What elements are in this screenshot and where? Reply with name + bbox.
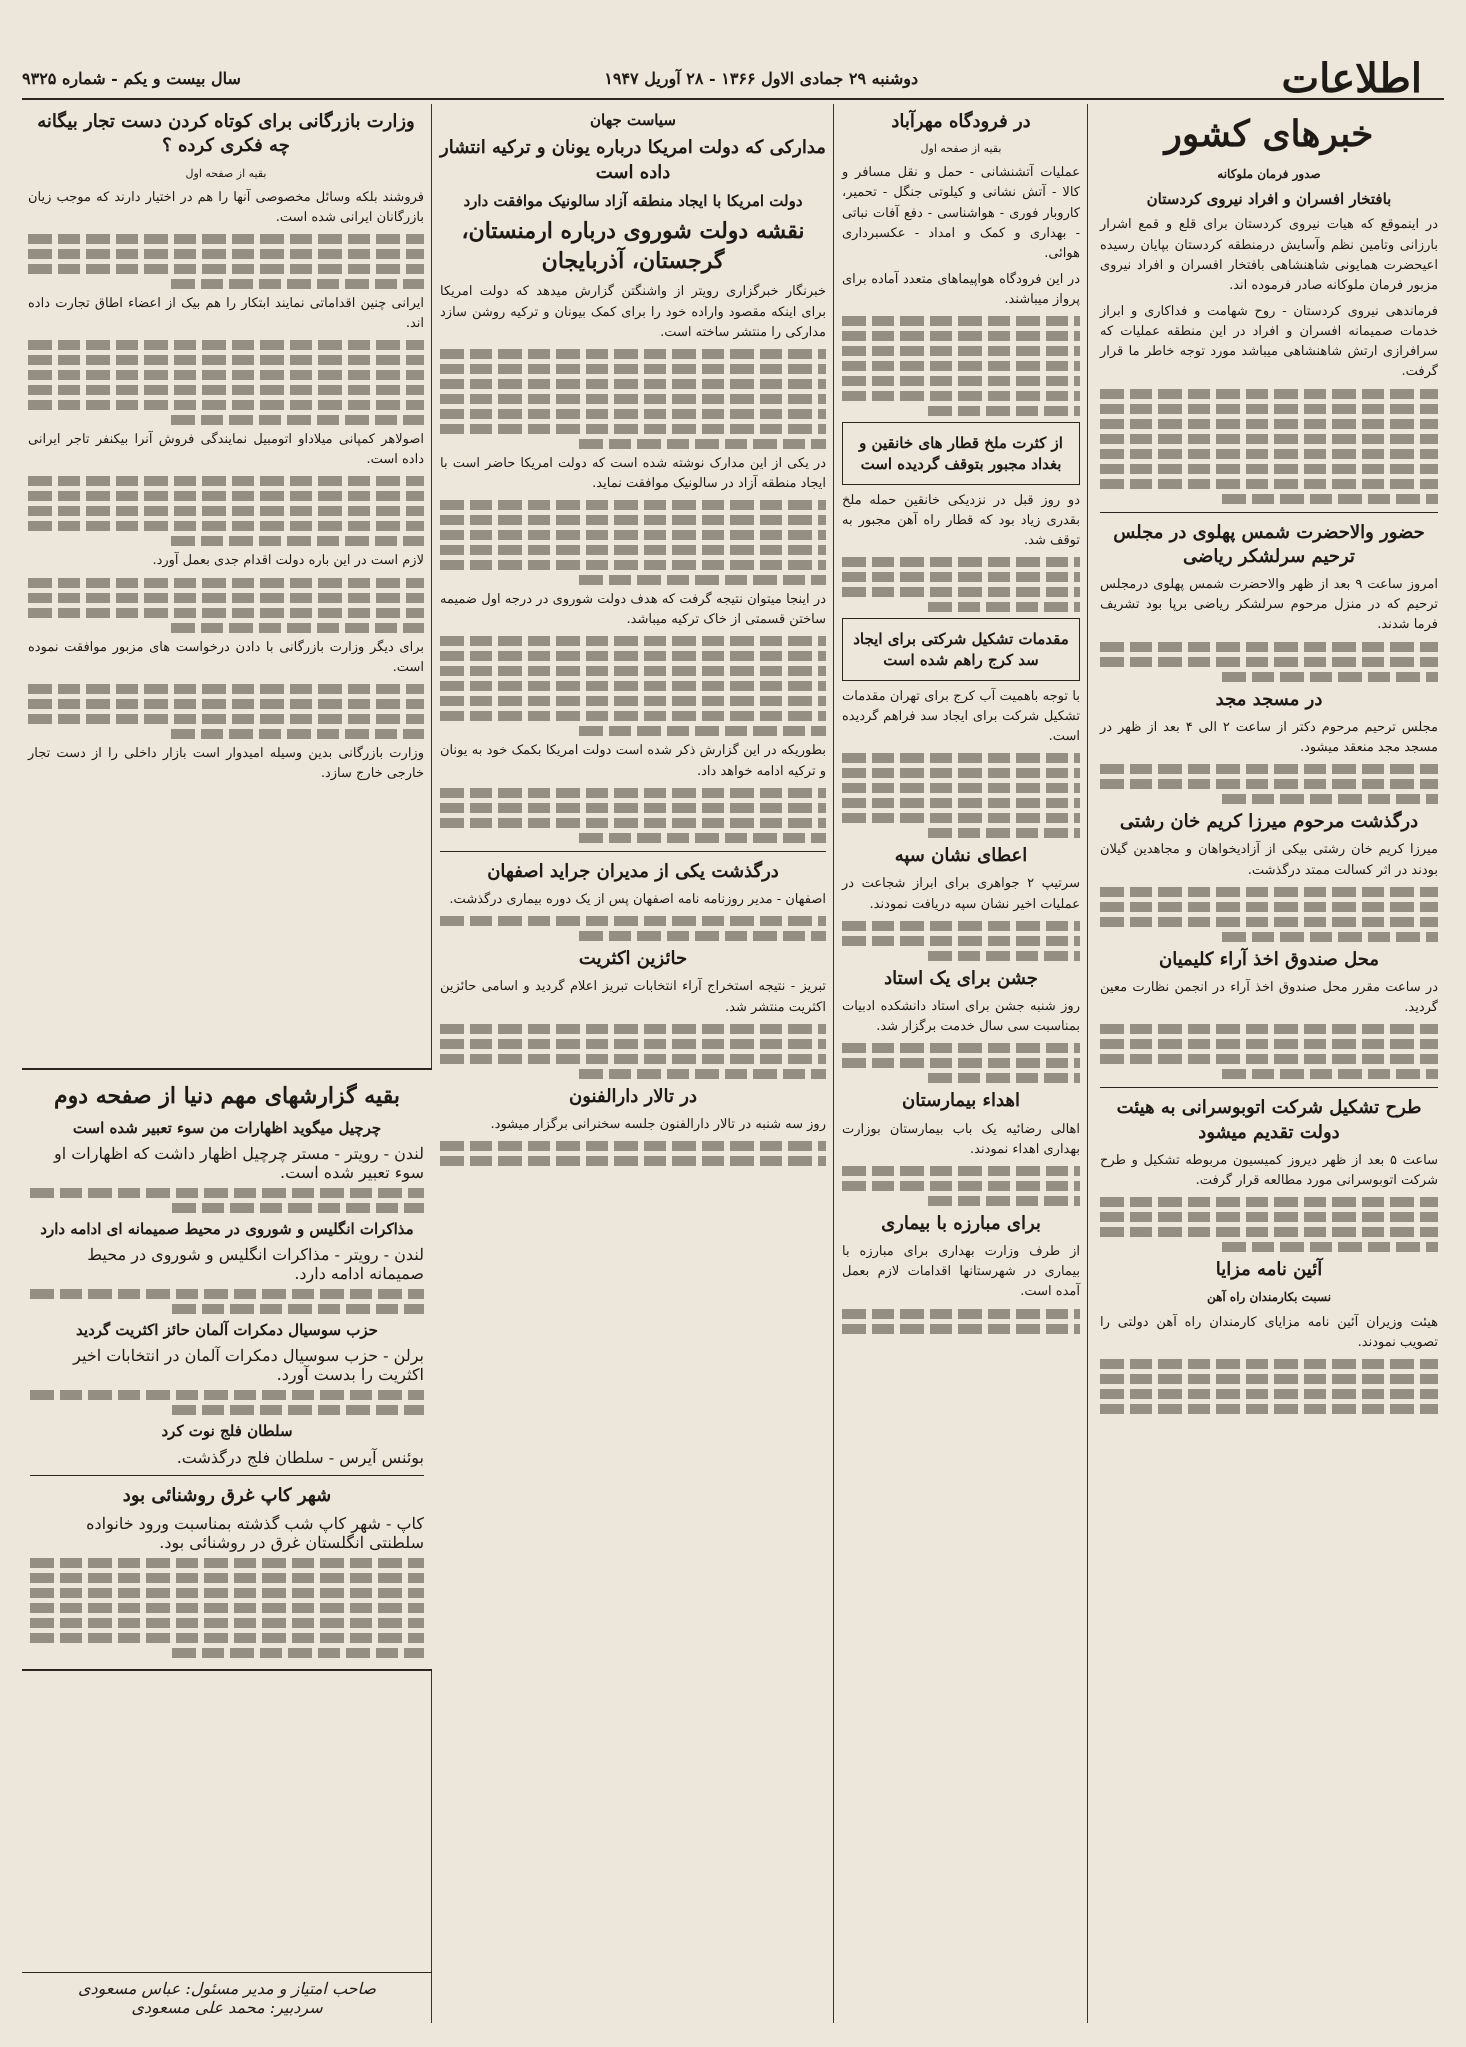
article-paragraph: امروز ساعت ۹ بعد از ظهر والاحضرت شمس پهلوی درمجلس ترحیم که در منزل مرحوم سرلشکر ریاضی برپا بود تشریف فرما شدند. <box>1100 577 1438 633</box>
article-paragraph: ساعت ۵ بعد از ظهر دیروز کمیسیون مربوطه تشکیل و طرح شرکت اتوبوسرانی مورد مطالعه قرار گرفت. <box>1100 1152 1438 1189</box>
column-commerce <box>22 104 430 1062</box>
article-paragraph: اصولاهر کمپانی میلاداو اتومبیل نمایندگی فروش آنرا بیکنفر تاجر ایرانی داده است. <box>28 432 424 468</box>
subheadline-anglo-soviet-talks: مذاکرات انگلیس و شوروی در محیط صمیمانه ای ادامه دارد <box>40 1219 414 1238</box>
article-paragraph: هیئت وزیران آئین نامه مزایای کارمندان راه آهن دولتی را تصویب نمودند. <box>1100 1315 1438 1351</box>
headline-obituary-karim-khan: درگذشت مرحوم میرزا کریم خان رشتی <box>1119 811 1419 833</box>
article-paragraph: فروشند بلکه وسائل مخصوصی آنها را هم در اختیار دارند که موجب زیان بازرگانان ایرانی شده است. <box>28 189 424 225</box>
headline-disease-fight: برای مبارزه با بیماری <box>881 1212 1041 1234</box>
issue-date: دوشنبه ۲۹ جمادی الاول ۱۳۶۶ - ۲۸ آوریل ۱۹۴۷ <box>604 68 919 88</box>
article-paragraph: در یکی از این مدارک نوشته شده است که دولت امریکا حاضر است با ایجاد منطقه آزاد در سالونیک موافقت نماید. <box>440 455 826 492</box>
column-domestic-news <box>1094 104 1444 2023</box>
article-paragraph: با توجه باهمیت آب کرج برای تهران مقدمات تشکیل شرکت برای ایجاد سد فراهم گردیده است. <box>842 688 1080 745</box>
subheadline-churchill: چرچیل میگوید اظهارات من سوء تعبیر شده است <box>72 1118 382 1137</box>
article-paragraph: اهالی رضائیه یک باب بیمارستان بوزارت بهداری اهداء نمودند. <box>842 1121 1080 1157</box>
article-paragraph: ایرانی چنین اقداماتی نمایند ابتکار را هم بیک از اعضاء اطاق تجارت داده اند. <box>28 295 424 332</box>
headline-shams-pahlavi: حضور والاحضرت شمس پهلوی در مجلس ترحیم سرلشکر ریاضی <box>1113 521 1425 567</box>
headline-bus-company: طرح تشکیل شرکت اتوبوسرانی به هیئت دولت تقدیم میشود <box>1116 1097 1422 1143</box>
article-paragraph: فرماندهی نیروی کردستان - روح شهامت و فداکاری و ابراز خدمات صمیمانه افسران و افراد در این منطقه عملیات که سرافرازی ارتش شاهنشاهی میباشد مورد توجه خاطر ما قرار گرفت. <box>1100 304 1438 380</box>
column-world-politics <box>434 104 832 2023</box>
subheadline-kurdistan-forces: بافتخار افسران و افراد نیروی کردستان <box>1146 190 1392 209</box>
headline-hospital-donation: اهداء بیمارستان <box>902 1090 1020 1112</box>
headline-darolfonoon: در تالار دارالفنون <box>569 1085 697 1107</box>
headline-domestic-news: خبرهای کشور <box>1164 113 1374 155</box>
article-paragraph: از طرف وزارت بهداری برای مبارزه با بیماری در شهرستانها اقدامات لازم بعمل آمده است. <box>842 1244 1080 1300</box>
headline-majority-winners: حائزین اکثریت <box>578 948 688 970</box>
article-paragraph: روز شنبه جشن برای استاد دانشکده ادبیات بمناسبت سی سال خدمت برگزار شد. <box>842 999 1080 1035</box>
headline-mehrabad-airport: در فرودگاه مهرآباد <box>891 111 1031 132</box>
subheadline-railway-staff: نسبت بکارمندان راه آهن <box>1206 1290 1332 1305</box>
article-paragraph: در اینجا میتوان نتیجه گرفت که هدف دولت شوروی در درجه اول ضمیمه ساختن قسمتی از خاک ترکیه میباشد. <box>440 592 826 628</box>
article-paragraph: روز سه شنبه در تالار دارالفنون جلسه سخنرانی برگزار میشود. <box>490 1117 826 1133</box>
headline-cape-town: شهر کاپ غرق روشنائی بود <box>122 1484 332 1506</box>
article-paragraph: برلن - حزب سوسیال دمکرات آلمان در انتخابات اخیر اکثریت را بدست آورد. <box>73 1346 424 1385</box>
publisher-line: صاحب امتیاز و مدیر مسئول: عباس مسعودی <box>77 1979 377 1998</box>
article-paragraph: خبرنگار خبرگزاری رویتر از واشنگتن گزارش میدهد که دولت امریکا برای اینکه مقصود واراده خود را برای کمک بیونان و ترکیه روشن سازد مدارکی را منتشر ساخته است. <box>440 284 826 340</box>
editor-line: سردبیر: محمد علی مسعودی <box>131 1998 323 2017</box>
headline-locust-trains: از کثرت ملخ قطار های خانقین و بغداد مجبور بتوقف گردیده است <box>859 434 1063 473</box>
headline-commerce-ministry: وزارت بازرگانی برای کوتاه کردن دست تجار بیگانه چه فکری کرده ؟ <box>37 111 415 157</box>
headline-professor-celebration: جشن برای یک استاد <box>884 967 1038 989</box>
article-paragraph: دو روز قبل در نزدیکی خانقین حمله ملخ بقدری زیاد بود که قطار راه آهن مجبور به توقف شد. <box>842 492 1080 549</box>
masthead <box>22 54 1444 102</box>
column-mehrabad <box>836 104 1086 2023</box>
continued-note: بقیه از صفحه اول <box>920 142 1002 156</box>
headline-sepah-medal: اعطای نشان سپه <box>894 845 1028 867</box>
world-news-banner <box>22 1068 432 1671</box>
article-paragraph: میرزا کریم خان رشتی بیکی از آزادیخواهان و مجاهدین گیلان بودند در اثر کسالت ممتد درگذشت. <box>1100 842 1438 878</box>
subheadline-sultan: سلطان فلج نوت کرد <box>161 1422 293 1441</box>
article-paragraph: بطوریکه در این گزارش ذکر شده است دولت امریکا بکمک خود به یونان و ترکیه ادامه خواهد داد. <box>440 743 826 779</box>
headline-world-reports: بقیه گزارشهای مهم دنیا از صفحه دوم <box>54 1083 400 1109</box>
headline-us-documents: مدارکی که دولت امریکا درباره یونان و ترکیه انتشار داده است <box>440 137 826 183</box>
headline-soviet-plan: نقشه دولت شوروی درباره ارمنستان، گرجستان، آذربایجان <box>461 218 805 274</box>
subheadline-salonika: دولت امریکا با ایجاد منطقه آزاد سالونیک موافقت دارد <box>463 191 803 210</box>
headline-majd-mosque: در مسجد مجد <box>1215 688 1323 710</box>
newspaper-logo: اطلاعات <box>1281 54 1422 102</box>
article-paragraph: بوئنس آیرس - سلطان فلج درگذشت. <box>176 1447 424 1467</box>
article-paragraph: در ساعت مقرر محل صندوق اخذ آراء در انجمن نظارت معین گردید. <box>1100 980 1438 1016</box>
publisher-signature <box>22 1972 432 2017</box>
article-paragraph: در اینموقع که هیات نیروی کردستان برای قلع و قمع اشرار بارزانی وتامین نظم وآسایش درمنطقه کردستان بپایان رسیده اعیحضرت همایونی شاهنشاهی بافتخار افسران و افراد نیروی مزبور فرمان ملوکانه صادر فرموده اند. <box>1100 217 1438 293</box>
article-paragraph: تبریز - نتیجه استخراج آراء انتخابات تبریز اعلام گردید و اسامی حائزین اکثریت منتشر شد. <box>440 979 826 1015</box>
issue-number: سال بیست و یکم - شماره ۹۳۲۵ <box>22 68 241 88</box>
article-paragraph: لندن - رویتر - مستر چرچیل اظهار داشت که اظهارات او سوء تعبیر شده است. <box>53 1143 424 1182</box>
article-paragraph: وزارت بازرگانی بدین وسیله امیدوار است بازار داخلی را از دست تجار خارجی خارج سازد. <box>28 745 424 782</box>
headline-ballot-box: محل صندوق اخذ آراء کلیمیان <box>1158 948 1380 970</box>
article-paragraph: عملیات آتشنشانی - حمل و نقل مسافر و کالا - آتش نشانی و کیلوتی جنگل - تحمیر، کاروبار فوری - هواشناسی - دفع آفات نباتی - بهداری و کمک و امداد - عکسبرداری هوائی. <box>842 165 1080 261</box>
headline-isfahan-editor: درگذشت یکی از مدیران جراید اصفهان <box>487 860 779 882</box>
continued-note: بقیه از صفحه اول <box>185 166 267 180</box>
article-paragraph: کاپ - شهر کاپ شب گذشته بمناسبت ورود خانواده سلطنتی انگلستان غرق در روشنائی بود. <box>86 1513 424 1552</box>
section-title-world-politics: سیاست جهان <box>590 111 676 129</box>
headline-railway-bylaw: آئین نامه مزایا <box>1215 1259 1323 1281</box>
article-paragraph: لندن - رویتر - مذاکرات انگلیس و شوروی در محیط صمیمانه ادامه دارد. <box>87 1245 424 1284</box>
article-paragraph: مجلس ترحیم مرحوم دکتر از ساعت ۲ الی ۴ بعد از ظهر در مسجد مجد منعقد میشود. <box>1100 719 1438 756</box>
article-paragraph: اصفهان - مدیر روزنامه نامه اصفهان پس از یک دوره بیماری درگذشت. <box>449 892 826 908</box>
article-paragraph: در این فرودگاه هواپیماهای متعدد آماده برای پرواز میباشند. <box>842 272 1080 308</box>
article-paragraph: برای دیگر وزارت بازرگانی با دادن درخواست های مزبور موافقت نموده است. <box>28 639 424 675</box>
article-paragraph: سرتیپ ۲ جواهری برای ابراز شجاعت در عملیات اخیر نشان سپه دریافت نمودند. <box>842 876 1080 912</box>
article-paragraph: لازم است در این باره دولت اقدام جدی بعمل آورد. <box>152 553 424 569</box>
subheadline-german-spd: حزب سوسیال دمکرات آلمان حائز اکثریت گردید <box>76 1321 378 1340</box>
headline-karaj-dam: مقدمات تشکیل شرکتی برای ایجاد سد کرج راهم شده است <box>853 630 1069 669</box>
kicker-royal-decree: صدور فرمان ملوکانه <box>1217 166 1321 181</box>
